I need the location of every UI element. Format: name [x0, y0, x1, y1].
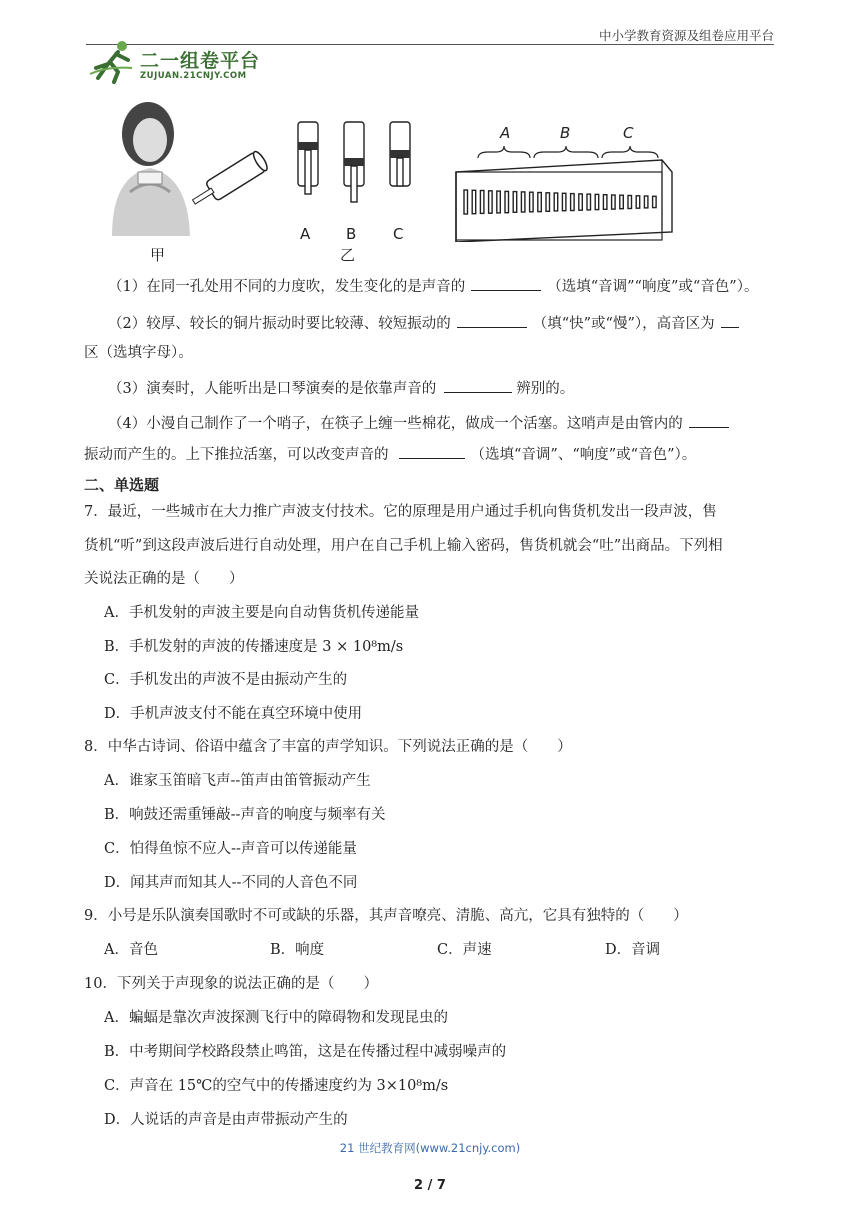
reed-slot [579, 194, 583, 210]
footer-site[interactable]: 21 世纪教育网(www.21cnjy.com) [339, 1141, 521, 1155]
runner-logo-icon [88, 38, 140, 84]
reed-slot [472, 190, 476, 213]
q9-option-a: A．音色 [104, 942, 158, 958]
q7-option-b: B．手机发射的声波的传播速度是 3 × 10⁸m/s [104, 639, 404, 655]
q7-option-c: C．手机发出的声波不是由振动产生的 [104, 672, 348, 688]
q8-option-a: A．谁家玉笛暗飞声--笛声由笛管振动产生 [104, 773, 371, 789]
reed-slot [628, 196, 632, 209]
reed-slot [603, 195, 607, 210]
q10-option-b: B．中考期间学校路段禁止鸣笛，这是在传播过程中减弱噪声的 [104, 1044, 507, 1060]
reed-slot [636, 196, 640, 208]
q10-option-c: C．声音在 15℃的空气中的传播速度约为 3×10⁸m/s [104, 1078, 449, 1094]
harmonica-label-a: A [500, 124, 511, 142]
q6-part4: （4）小漫自己制作了一个哨子，在筷子上缠一些棉花，做成一个活塞。这哨声是由管内的 [108, 413, 729, 434]
figure-label-jia: 甲 [150, 246, 166, 264]
q7-stem-line1: 7．最近，一些城市在大力推广声波支付技术。它的原理是用户通过手机向售货机发出一段声波，售 [84, 504, 717, 520]
q7-option-d: D．手机声波支付不能在真空环境中使用 [104, 706, 363, 722]
reed-slot [554, 193, 558, 211]
figure-harmonica-plates [452, 146, 678, 242]
q6-part4-cont: 振动而产生的。上下推拉活塞，可以改变声音的 （选填“音调”、“响度”或“音色”）。 [84, 444, 696, 465]
reed-slot [644, 196, 648, 208]
section-title-single-choice: 二、单选题 [84, 476, 160, 494]
figure-tubes [292, 118, 422, 228]
reed-slot [620, 195, 624, 209]
harmonica-label-b: B [560, 124, 571, 142]
reed-slot [521, 192, 525, 212]
reed-slot [497, 191, 501, 213]
reed-slot [489, 191, 493, 213]
q10-option-a: A．蝙蝠是靠次声波探测飞行中的障碍物和发现昆虫的 [104, 1010, 448, 1026]
reed-slot [505, 191, 509, 212]
q9-option-c: C．声速 [437, 942, 492, 958]
reed-slot [538, 193, 542, 212]
q8-option-c: C．怕得鱼惊不应人--声音可以传递能量 [104, 841, 357, 857]
q6-part3: （3）演奏时，人能听出是口琴演奏的是依靠声音的 辨别的。 [108, 378, 574, 399]
reed-slot [571, 194, 575, 211]
tube-label-c: C [393, 225, 404, 243]
logo-title: 二一组卷平台 [140, 50, 261, 72]
q7-stem-line3: 关说法正确的是（ ） [84, 571, 244, 587]
reed-slot [595, 194, 599, 209]
q10-stem: 10．下列关于声现象的说法正确的是（ ） [84, 976, 378, 992]
q6-part2-cont: 区（选填字母）。 [84, 345, 193, 361]
harmonica-label-c: C [623, 124, 634, 142]
q10-option-d: D．人说话的声音是由声带振动产生的 [104, 1112, 348, 1128]
q8-option-d: D．闻其声而知其人--不同的人音色不同 [104, 875, 358, 891]
page-number: 2 / 7 [414, 1178, 446, 1193]
figure-label-yi: 乙 [340, 246, 356, 264]
reed-slot [480, 191, 484, 214]
q7-option-a: A．手机发射的声波主要是向自动售货机传递能量 [104, 605, 419, 621]
figure-girl-photo [100, 96, 270, 236]
q8-option-b: B．响鼓还需重锤敲--声音的响度与频率有关 [104, 807, 386, 823]
reed-slot [587, 194, 591, 210]
tube-label-b: B [346, 225, 357, 243]
q6-part2: （2）较厚、较长的铜片振动时要比较薄、较短振动的 （填“快”或“慢”），高音区为 [108, 313, 739, 334]
reed-slot [546, 193, 550, 212]
reed-slot [612, 195, 616, 209]
logo [88, 38, 278, 86]
q9-option-b: B．响度 [270, 942, 325, 958]
q6-part1: （1）在同一孔处用不同的力度吹，发生变化的是声音的 （选填“音调”“响度”或“音色”）。 [108, 276, 758, 297]
reed-slot [653, 196, 657, 207]
q9-stem: 9．小号是乐队演奏国歌时不可或缺的乐器，其声音嘹亮、清脆、高亢，它具有独特的（ ） [84, 908, 688, 924]
q8-stem: 8．中华古诗词、俗语中蕴含了丰富的声学知识。下列说法正确的是（ ） [84, 739, 572, 755]
q7-stem-line2: 货机“听”到这段声波后进行自动处理，用户在自己手机上输入密码，售货机就会“吐”出商品。下列相 [84, 538, 723, 554]
logo-subtitle: ZUJUAN.21CNJY.COM [140, 71, 247, 81]
reed-slot [513, 192, 517, 213]
tube-label-a: A [300, 225, 311, 243]
reed-slot [464, 190, 468, 214]
reed-slot [562, 193, 566, 210]
platform-name: 中小学教育资源及组卷应用平台 [598, 28, 774, 43]
reed-slot [530, 192, 534, 212]
q9-option-d: D．音调 [605, 942, 661, 958]
